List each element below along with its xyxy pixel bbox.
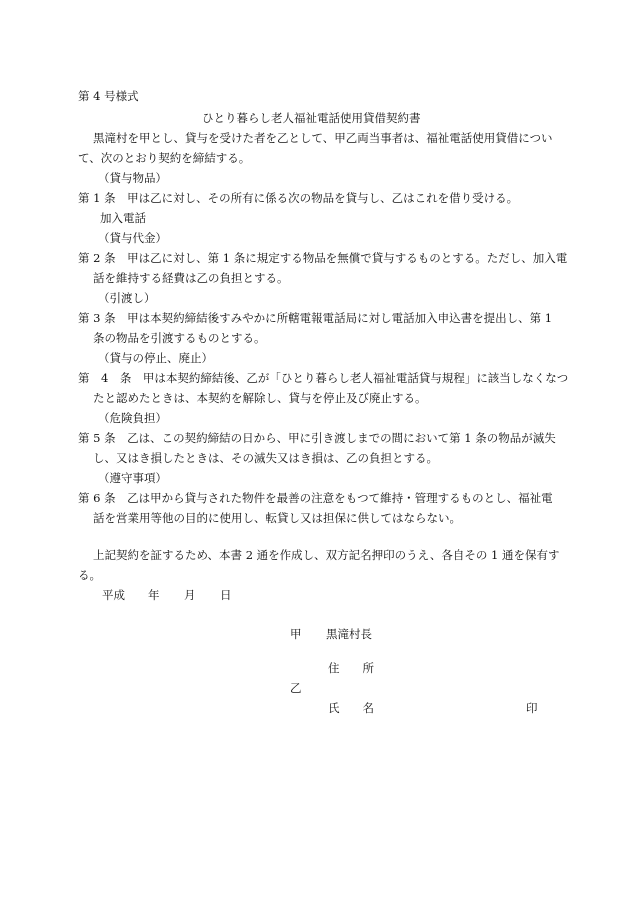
intro-line-2: て、次のとおり契約を締結する。 — [78, 151, 251, 165]
heading-article-5: （危険負担） — [98, 411, 167, 425]
party-b-name-label: 氏 名 — [328, 701, 374, 715]
date-month: 月 — [184, 588, 196, 602]
closing-line-2: る。 — [78, 568, 101, 582]
document-title: ひとり暮らし老人福祉電話使用貸借契約書 — [202, 111, 421, 125]
article-1-line-1: 第 1 条 甲は乙に対し、その所有に係る次の物品を貸与し、乙はこれを借り受ける。 — [78, 191, 519, 205]
date-day: 日 — [220, 588, 232, 602]
party-b-address-label: 住 所 — [328, 661, 374, 675]
heading-article-2: （貸与代金） — [98, 231, 167, 245]
article-5-line-1: 第 5 条 乙は、この契約締結の日から、甲に引き渡しまでの間において第 1 条の物品が滅失 — [78, 431, 556, 445]
party-b-label: 乙 — [290, 681, 302, 695]
heading-article-1: （貸与物品） — [98, 171, 167, 185]
heading-article-3: （引渡し） — [98, 291, 156, 305]
article-3-line-1: 第 3 条 甲は本契約締結後すみやかに所轄電報電話局に対し電話加入申込書を提出し、第 1 — [78, 311, 553, 325]
date-year: 年 — [148, 588, 160, 602]
article-2-line-1: 第 2 条 甲は乙に対し、第 1 条に規定する物品を無償で貸与するものとする。ただし、加入電 — [78, 251, 568, 265]
article-5-line-2: し、又はき損したときは、その滅失又はき損は、乙の負担とする。 — [93, 451, 438, 465]
article-3-line-2: 条の物品を引渡するものとする。 — [93, 331, 266, 345]
heading-article-6: （遵守事項） — [98, 471, 167, 485]
article-6-line-1: 第 6 条 乙は甲から貸与された物件を最善の注意をもつて維持・管理するものとし、福祉電 — [78, 491, 553, 505]
article-4-line-2: たと認めたときは、本契約を解除し、貸与を停止及び廃止する。 — [93, 391, 427, 405]
heading-article-4: （貸与の停止、廃止） — [98, 351, 213, 365]
article-1-item: 加入電話 — [100, 211, 146, 225]
date-era: 平成 — [102, 588, 125, 602]
seal-mark: 印 — [526, 701, 538, 715]
article-6-line-2: 話を営業用等他の目的に使用し、転貸し又は担保に供してはならない。 — [93, 511, 461, 525]
party-a-name: 黒滝村長 — [326, 627, 372, 641]
party-a-label: 甲 — [290, 627, 302, 641]
closing-line-1: 上記契約を証するため、本書 2 通を作成し、双方記名押印のうえ、各自その 1 通を保有す — [93, 548, 560, 562]
form-number: 第 4 号様式 — [78, 89, 139, 103]
article-2-line-2: 話を維持する経費は乙の負担とする。 — [93, 271, 289, 285]
article-4-line-1: 第 4 条 甲は本契約締結後、乙が「ひとり暮らし老人福祉電話貸与規程」に該当しなくなつ — [78, 371, 569, 385]
intro-line-1: 黒滝村を甲とし、貸与を受けた者を乙として、甲乙両当事者は、福祉電話使用貸借につい — [93, 131, 553, 145]
